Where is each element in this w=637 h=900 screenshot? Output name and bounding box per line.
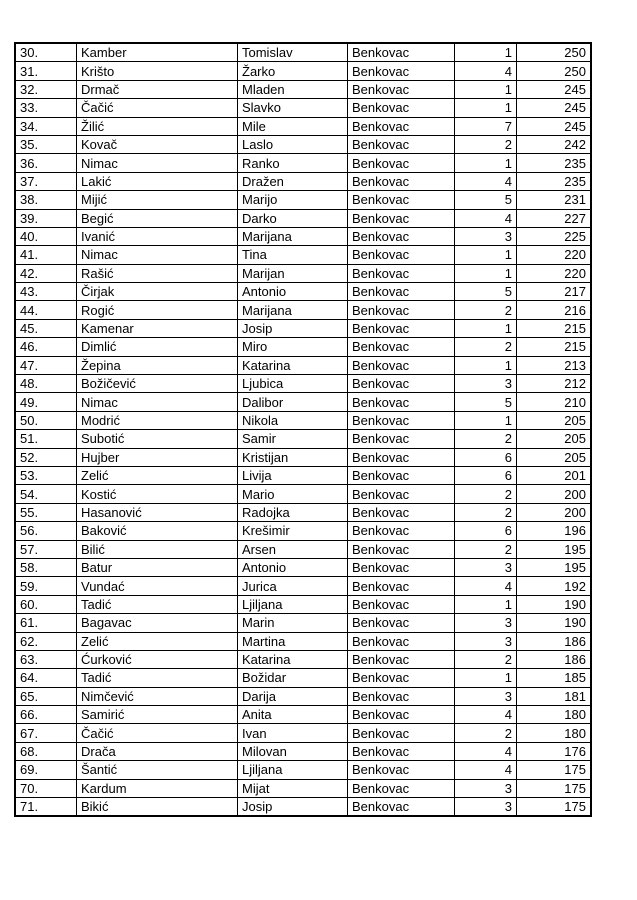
cell-place: Benkovac [348, 191, 455, 209]
cell-score: 180 [517, 706, 592, 724]
cell-first-name: Ivan [238, 724, 348, 742]
cell-count: 5 [455, 393, 517, 411]
cell-score: 175 [517, 761, 592, 779]
cell-count: 3 [455, 227, 517, 245]
table-row [15, 154, 591, 172]
cell-place: Benkovac [348, 338, 455, 356]
cell-surname: Tadić [77, 669, 238, 687]
cell-first-name: Josip [238, 319, 348, 337]
cell-count: 3 [455, 779, 517, 797]
cell-count: 1 [455, 319, 517, 337]
cell-surname: Nimac [77, 154, 238, 172]
cell-place: Benkovac [348, 99, 455, 117]
cell-score: 220 [517, 264, 592, 282]
cell-count: 4 [455, 577, 517, 595]
cell-first-name: Mijat [238, 779, 348, 797]
cell-first-name: Božidar [238, 669, 348, 687]
table-row [15, 669, 591, 687]
cell-place: Benkovac [348, 706, 455, 724]
cell-score: 205 [517, 411, 592, 429]
cell-first-name: Marijana [238, 227, 348, 245]
cell-count: 2 [455, 430, 517, 448]
cell-score: 250 [517, 62, 592, 80]
cell-score: 250 [517, 43, 592, 62]
cell-rank: 39. [15, 209, 77, 227]
cell-score: 200 [517, 485, 592, 503]
cell-score: 175 [517, 798, 592, 817]
cell-rank: 47. [15, 356, 77, 374]
cell-place: Benkovac [348, 540, 455, 558]
cell-count: 3 [455, 558, 517, 576]
cell-place: Benkovac [348, 393, 455, 411]
cell-score: 205 [517, 430, 592, 448]
cell-score: 212 [517, 375, 592, 393]
table-row [15, 503, 591, 521]
cell-score: 242 [517, 135, 592, 153]
table-row [15, 172, 591, 190]
cell-rank: 58. [15, 558, 77, 576]
cell-score: 215 [517, 338, 592, 356]
cell-rank: 70. [15, 779, 77, 797]
cell-rank: 42. [15, 264, 77, 282]
cell-first-name: Mile [238, 117, 348, 135]
cell-first-name: Tomislav [238, 43, 348, 62]
cell-rank: 66. [15, 706, 77, 724]
table-row [15, 540, 591, 558]
cell-rank: 40. [15, 227, 77, 245]
table-row [15, 577, 591, 595]
table-row [15, 191, 591, 209]
table-row [15, 393, 591, 411]
table-row [15, 338, 591, 356]
cell-first-name: Antonio [238, 283, 348, 301]
cell-count: 3 [455, 632, 517, 650]
cell-surname: Baković [77, 522, 238, 540]
cell-score: 235 [517, 154, 592, 172]
cell-surname: Kardum [77, 779, 238, 797]
cell-count: 1 [455, 43, 517, 62]
table-row [15, 614, 591, 632]
cell-place: Benkovac [348, 135, 455, 153]
table-row [15, 448, 591, 466]
cell-place: Benkovac [348, 356, 455, 374]
cell-score: 186 [517, 650, 592, 668]
cell-place: Benkovac [348, 246, 455, 264]
table-row [15, 485, 591, 503]
cell-rank: 65. [15, 687, 77, 705]
cell-place: Benkovac [348, 430, 455, 448]
cell-score: 200 [517, 503, 592, 521]
cell-score: 231 [517, 191, 592, 209]
cell-first-name: Tina [238, 246, 348, 264]
cell-place: Benkovac [348, 798, 455, 817]
cell-surname: Zelić [77, 466, 238, 484]
cell-first-name: Anita [238, 706, 348, 724]
cell-surname: Vundać [77, 577, 238, 595]
cell-rank: 67. [15, 724, 77, 742]
cell-rank: 45. [15, 319, 77, 337]
cell-count: 1 [455, 356, 517, 374]
cell-rank: 41. [15, 246, 77, 264]
cell-place: Benkovac [348, 411, 455, 429]
cell-place: Benkovac [348, 503, 455, 521]
cell-surname: Božičević [77, 375, 238, 393]
cell-place: Benkovac [348, 375, 455, 393]
cell-count: 2 [455, 724, 517, 742]
cell-rank: 48. [15, 375, 77, 393]
table-body [15, 43, 591, 816]
cell-score: 213 [517, 356, 592, 374]
cell-surname: Kamber [77, 43, 238, 62]
cell-surname: Dimlić [77, 338, 238, 356]
cell-rank: 62. [15, 632, 77, 650]
cell-rank: 33. [15, 99, 77, 117]
cell-count: 6 [455, 466, 517, 484]
cell-place: Benkovac [348, 154, 455, 172]
cell-score: 235 [517, 172, 592, 190]
table-row [15, 135, 591, 153]
cell-score: 186 [517, 632, 592, 650]
cell-score: 217 [517, 283, 592, 301]
cell-rank: 30. [15, 43, 77, 62]
table-row [15, 43, 591, 62]
cell-surname: Ćurković [77, 650, 238, 668]
cell-rank: 35. [15, 135, 77, 153]
cell-place: Benkovac [348, 595, 455, 613]
table-row [15, 761, 591, 779]
cell-score: 215 [517, 319, 592, 337]
cell-first-name: Ljubica [238, 375, 348, 393]
cell-rank: 55. [15, 503, 77, 521]
cell-count: 7 [455, 117, 517, 135]
table-row [15, 724, 591, 742]
cell-surname: Batur [77, 558, 238, 576]
table-row [15, 558, 591, 576]
cell-surname: Drmač [77, 80, 238, 98]
table-row [15, 798, 591, 817]
cell-place: Benkovac [348, 80, 455, 98]
cell-count: 4 [455, 761, 517, 779]
table-row [15, 264, 591, 282]
cell-rank: 46. [15, 338, 77, 356]
cell-place: Benkovac [348, 558, 455, 576]
cell-surname: Hujber [77, 448, 238, 466]
table-row [15, 246, 591, 264]
cell-count: 2 [455, 540, 517, 558]
cell-first-name: Dalibor [238, 393, 348, 411]
cell-score: 220 [517, 246, 592, 264]
cell-place: Benkovac [348, 283, 455, 301]
cell-first-name: Miro [238, 338, 348, 356]
cell-surname: Ivanić [77, 227, 238, 245]
table-row [15, 99, 591, 117]
cell-place: Benkovac [348, 319, 455, 337]
cell-surname: Samirić [77, 706, 238, 724]
cell-first-name: Josip [238, 798, 348, 817]
cell-score: 195 [517, 558, 592, 576]
cell-place: Benkovac [348, 209, 455, 227]
cell-count: 1 [455, 154, 517, 172]
cell-place: Benkovac [348, 227, 455, 245]
table-row [15, 650, 591, 668]
cell-surname: Bagavac [77, 614, 238, 632]
cell-first-name: Nikola [238, 411, 348, 429]
cell-place: Benkovac [348, 650, 455, 668]
cell-score: 176 [517, 742, 592, 760]
cell-surname: Modrić [77, 411, 238, 429]
table-row [15, 466, 591, 484]
cell-count: 1 [455, 246, 517, 264]
cell-first-name: Kristijan [238, 448, 348, 466]
cell-count: 4 [455, 209, 517, 227]
cell-score: 180 [517, 724, 592, 742]
cell-count: 2 [455, 338, 517, 356]
cell-first-name: Dražen [238, 172, 348, 190]
cell-surname: Lakić [77, 172, 238, 190]
cell-surname: Tadić [77, 595, 238, 613]
cell-first-name: Ljiljana [238, 761, 348, 779]
cell-place: Benkovac [348, 761, 455, 779]
cell-rank: 38. [15, 191, 77, 209]
table-row [15, 632, 591, 650]
cell-place: Benkovac [348, 687, 455, 705]
cell-rank: 69. [15, 761, 77, 779]
table-row [15, 375, 591, 393]
cell-count: 4 [455, 62, 517, 80]
cell-count: 5 [455, 283, 517, 301]
cell-first-name: Samir [238, 430, 348, 448]
cell-place: Benkovac [348, 632, 455, 650]
table-row [15, 411, 591, 429]
cell-first-name: Antonio [238, 558, 348, 576]
cell-count: 4 [455, 742, 517, 760]
cell-rank: 31. [15, 62, 77, 80]
cell-count: 3 [455, 687, 517, 705]
cell-score: 190 [517, 595, 592, 613]
cell-first-name: Žarko [238, 62, 348, 80]
cell-first-name: Milovan [238, 742, 348, 760]
cell-count: 4 [455, 706, 517, 724]
table-row [15, 356, 591, 374]
table-row [15, 430, 591, 448]
cell-surname: Rogić [77, 301, 238, 319]
cell-place: Benkovac [348, 466, 455, 484]
table-row [15, 209, 591, 227]
cell-score: 175 [517, 779, 592, 797]
table-row [15, 117, 591, 135]
cell-rank: 32. [15, 80, 77, 98]
table-row [15, 301, 591, 319]
cell-score: 245 [517, 99, 592, 117]
cell-place: Benkovac [348, 669, 455, 687]
cell-surname: Šantić [77, 761, 238, 779]
cell-count: 1 [455, 411, 517, 429]
cell-rank: 36. [15, 154, 77, 172]
cell-score: 201 [517, 466, 592, 484]
cell-first-name: Marin [238, 614, 348, 632]
cell-score: 181 [517, 687, 592, 705]
cell-surname: Čačić [77, 724, 238, 742]
cell-first-name: Arsen [238, 540, 348, 558]
cell-count: 1 [455, 80, 517, 98]
cell-place: Benkovac [348, 43, 455, 62]
cell-rank: 37. [15, 172, 77, 190]
cell-surname: Čačić [77, 99, 238, 117]
cell-rank: 60. [15, 595, 77, 613]
cell-score: 205 [517, 448, 592, 466]
cell-score: 245 [517, 117, 592, 135]
cell-score: 210 [517, 393, 592, 411]
cell-count: 1 [455, 264, 517, 282]
cell-surname: Žilić [77, 117, 238, 135]
cell-rank: 51. [15, 430, 77, 448]
cell-rank: 50. [15, 411, 77, 429]
cell-place: Benkovac [348, 577, 455, 595]
cell-surname: Krišto [77, 62, 238, 80]
cell-place: Benkovac [348, 172, 455, 190]
cell-rank: 34. [15, 117, 77, 135]
cell-score: 227 [517, 209, 592, 227]
cell-surname: Nimac [77, 393, 238, 411]
cell-place: Benkovac [348, 264, 455, 282]
cell-count: 2 [455, 301, 517, 319]
cell-surname: Kamenar [77, 319, 238, 337]
cell-surname: Hasanović [77, 503, 238, 521]
cell-first-name: Katarina [238, 356, 348, 374]
cell-first-name: Radojka [238, 503, 348, 521]
cell-count: 4 [455, 172, 517, 190]
cell-first-name: Jurica [238, 577, 348, 595]
cell-first-name: Marijana [238, 301, 348, 319]
cell-score: 245 [517, 80, 592, 98]
cell-rank: 68. [15, 742, 77, 760]
table-row [15, 283, 591, 301]
cell-surname: Mijić [77, 191, 238, 209]
cell-first-name: Marijo [238, 191, 348, 209]
cell-first-name: Ljiljana [238, 595, 348, 613]
cell-score: 192 [517, 577, 592, 595]
cell-rank: 56. [15, 522, 77, 540]
cell-place: Benkovac [348, 301, 455, 319]
cell-rank: 63. [15, 650, 77, 668]
cell-count: 2 [455, 650, 517, 668]
cell-first-name: Livija [238, 466, 348, 484]
cell-rank: 57. [15, 540, 77, 558]
cell-place: Benkovac [348, 485, 455, 503]
cell-place: Benkovac [348, 522, 455, 540]
cell-first-name: Martina [238, 632, 348, 650]
cell-place: Benkovac [348, 448, 455, 466]
cell-rank: 44. [15, 301, 77, 319]
cell-first-name: Katarina [238, 650, 348, 668]
cell-place: Benkovac [348, 117, 455, 135]
cell-count: 1 [455, 669, 517, 687]
cell-rank: 43. [15, 283, 77, 301]
results-table [14, 42, 592, 817]
cell-count: 2 [455, 135, 517, 153]
cell-score: 185 [517, 669, 592, 687]
cell-count: 3 [455, 798, 517, 817]
cell-count: 3 [455, 614, 517, 632]
cell-count: 1 [455, 595, 517, 613]
cell-place: Benkovac [348, 62, 455, 80]
table-row [15, 522, 591, 540]
cell-first-name: Darko [238, 209, 348, 227]
cell-first-name: Mario [238, 485, 348, 503]
table-row [15, 80, 591, 98]
cell-first-name: Ranko [238, 154, 348, 172]
cell-surname: Žepina [77, 356, 238, 374]
cell-surname: Bikić [77, 798, 238, 817]
table-row [15, 687, 591, 705]
cell-surname: Subotić [77, 430, 238, 448]
cell-rank: 53. [15, 466, 77, 484]
cell-surname: Kostić [77, 485, 238, 503]
cell-score: 216 [517, 301, 592, 319]
table-row [15, 227, 591, 245]
cell-surname: Čirjak [77, 283, 238, 301]
cell-score: 196 [517, 522, 592, 540]
table-row [15, 319, 591, 337]
cell-count: 1 [455, 99, 517, 117]
cell-rank: 71. [15, 798, 77, 817]
cell-score: 190 [517, 614, 592, 632]
cell-first-name: Marijan [238, 264, 348, 282]
cell-count: 2 [455, 485, 517, 503]
cell-place: Benkovac [348, 724, 455, 742]
table-row [15, 779, 591, 797]
cell-surname: Bilić [77, 540, 238, 558]
cell-first-name: Mladen [238, 80, 348, 98]
cell-rank: 54. [15, 485, 77, 503]
cell-first-name: Darija [238, 687, 348, 705]
cell-count: 2 [455, 503, 517, 521]
cell-count: 6 [455, 522, 517, 540]
cell-surname: Nimčević [77, 687, 238, 705]
cell-surname: Drača [77, 742, 238, 760]
table-row [15, 595, 591, 613]
cell-count: 5 [455, 191, 517, 209]
cell-place: Benkovac [348, 742, 455, 760]
cell-surname: Zelić [77, 632, 238, 650]
cell-place: Benkovac [348, 779, 455, 797]
cell-surname: Nimac [77, 246, 238, 264]
cell-first-name: Laslo [238, 135, 348, 153]
cell-rank: 49. [15, 393, 77, 411]
cell-first-name: Slavko [238, 99, 348, 117]
cell-surname: Rašić [77, 264, 238, 282]
table-row [15, 706, 591, 724]
cell-first-name: Krešimir [238, 522, 348, 540]
cell-surname: Kovač [77, 135, 238, 153]
cell-score: 195 [517, 540, 592, 558]
cell-rank: 59. [15, 577, 77, 595]
cell-count: 3 [455, 375, 517, 393]
table-row [15, 62, 591, 80]
cell-count: 6 [455, 448, 517, 466]
cell-place: Benkovac [348, 614, 455, 632]
cell-rank: 52. [15, 448, 77, 466]
cell-rank: 64. [15, 669, 77, 687]
cell-surname: Begić [77, 209, 238, 227]
cell-score: 225 [517, 227, 592, 245]
table-row [15, 742, 591, 760]
cell-rank: 61. [15, 614, 77, 632]
